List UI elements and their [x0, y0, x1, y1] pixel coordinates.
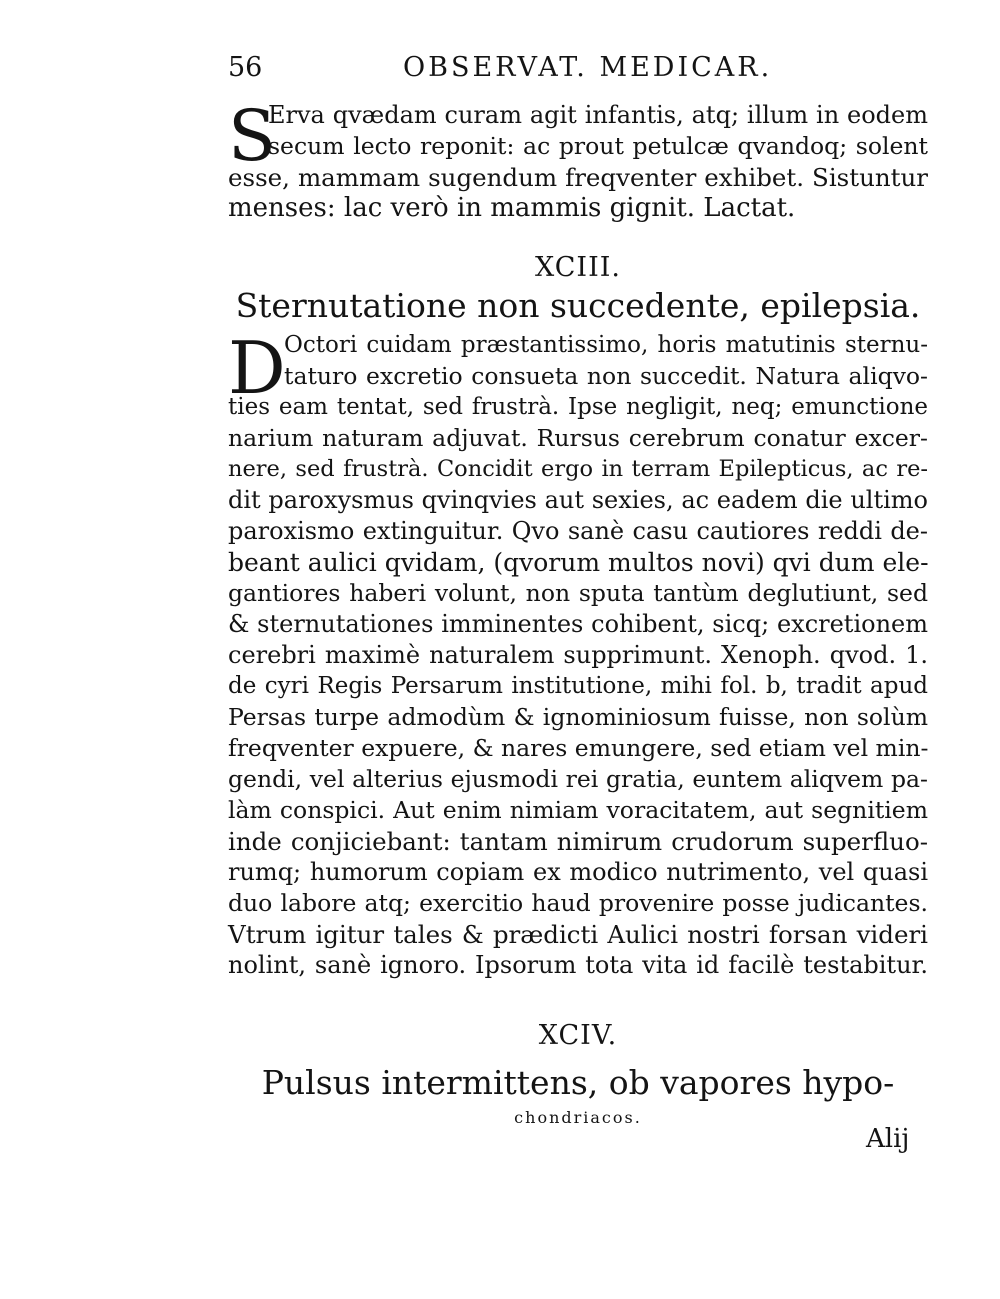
text-line: cerebri maximè naturalem supprimunt. Xenoph. qvod. 1. [228, 641, 928, 669]
text-line: dit paroxysmus qvinqvies aut sexies, ac eadem die ultimo [228, 486, 928, 514]
text-line: Persas turpe admodùm & ignominiosum fuisse, non solùm [228, 703, 928, 731]
drop-cap: S [228, 95, 276, 177]
text-line: gendi, vel alterius ejusmodi rei gratia, euntem aliqvem pa- [228, 765, 928, 793]
text-line: de cyri Regis Persarum institutione, mihi fol. b, tradit apud [228, 673, 928, 699]
text-line: Erva qvædam curam agit infantis, atq; illum in eodem [268, 101, 928, 129]
text-line: paroxismo extinguitur. Qvo sanè casu cautiores reddi de- [228, 517, 928, 545]
text-line: nolint, sanè ignoro. Ipsorum tota vita id facilè testabitur. [228, 951, 928, 979]
text-line: Vtrum igitur tales & prædicti Aulici nostri forsan videri [228, 920, 928, 949]
observation-92-text [228, 95, 928, 224]
text-line: menses: lac verò in mammis gignit. Lactat. [228, 193, 796, 223]
text-line: esse, mammam sugendum freqventer exhibet. Sistuntur [228, 163, 928, 192]
text-line: & sternutationes imminentes cohibent, sicq; excretionem [228, 610, 928, 638]
observation-93-text [228, 326, 929, 981]
text-line: narium naturam adjuvat. Rursus cerebrum conatur excer- [228, 424, 928, 452]
observation-title: Sternutatione non succedente, epilepsia. [235, 286, 921, 325]
running-head [228, 52, 928, 92]
text-line: taturo excretio consueta non succedit. Natura aliqvo- [284, 362, 928, 390]
page-number: 56 [228, 52, 263, 83]
text-line: nere, sed frustrà. Concidit ergo in terram Epilepticus, ac re- [228, 456, 928, 482]
drop-cap: D [228, 326, 286, 410]
observation-title: Pulsus intermittens, ob vapores hypo- [261, 1063, 895, 1102]
catchword: Alij [866, 1124, 910, 1154]
running-title: OBSERVAT. MEDICAR. [403, 52, 773, 83]
text-line: rumq; humorum copiam ex modico nutrimento, vel quasi [228, 858, 928, 886]
text-line: inde conjiciebant: tantam nimirum crudorum superfluo- [228, 827, 928, 856]
text-line: duo labore atq; exercitio haud provenire posse judicantes. [228, 889, 928, 917]
text-line: freqventer expuere, & nares emungere, sed etiam vel min- [228, 734, 929, 762]
text-line: secum lecto reponit: ac prout petulcæ qvandoq; solent [268, 132, 928, 160]
text-line: làm conspici. Aut enim nimiam voracitatem, aut segnitiem [228, 796, 928, 824]
observation-subtitle: chondriacos. [514, 1108, 642, 1127]
text-line: Octori cuidam præstantissimo, horis matutinis sternu- [284, 332, 928, 358]
observation-number: XCIV. [538, 1020, 618, 1051]
text-line: ties eam tentat, sed frustrà. Ipse negligit, neq; emunctione [228, 394, 928, 420]
text-line: beant aulici qvidam, (qvorum multos novi) qvi dum ele- [228, 548, 929, 577]
observation-number: XCIII. [535, 252, 621, 283]
text-line: gantiores haberi volunt, non sputa tantùm deglutiunt, sed [228, 579, 928, 607]
